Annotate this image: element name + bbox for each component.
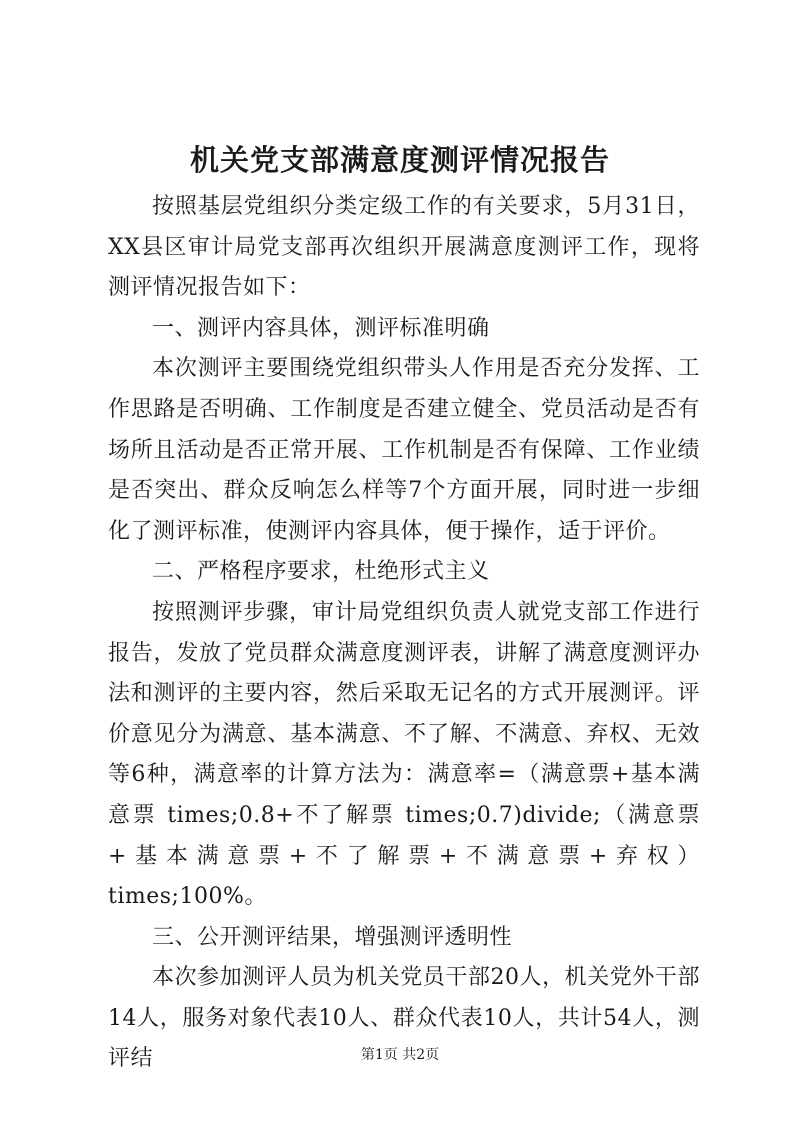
section-heading-2: 二、严格程序要求，杜绝形式主义 [152, 559, 490, 585]
section-heading-1: 一、测评内容具体，测评标准明确 [152, 315, 490, 341]
page-footer: 第1页 共2页 [360, 1047, 440, 1063]
section-heading-3: 三、公开测评结果，增强测评透明性 [152, 924, 513, 950]
section-paragraph-3: 本次参加测评人员为机关党员干部20人，机关党外干部14人，服务对象代表10人、群众代表10人，共计54人，测评结 [108, 965, 700, 1072]
section-paragraph-1: 本次测评主要围绕党组织带头人作用是否充分发挥、工作思路是否明确、工作制度是否建立健全、党员活动是否有场所且活动是否正常开展、工作机制是否有保障、工作业绩是否突出、群众反响怎么样等7个方面开展，同时进一步细化了测评标准，使测评内容具体，便于操作，适于评价。 [108, 356, 700, 544]
intro-paragraph: 按照基层党组织分类定级工作的有关要求，5月31日，XX县区审计局党支部再次组织开展满意度测评工作，现将测评情况报告如下： [108, 194, 700, 301]
document-body [108, 187, 700, 1080]
section-paragraph-2: 按照测评步骤，审计局党组织负责人就党支部工作进行报告，发放了党员群众满意度测评表，讲解了满意度测评办法和测评的主要内容，然后采取无记名的方式开展测评。评价意见分为满意、基本满意、不了解、不满意、弃权、无效等6种，满意率的计算方法为：满意率=（满意票+基本满意票 times;0.8+不了解票 times;0.7)divide;（满意票+基本满意票+不了解票+不满意票+弃权）times;100%。 [108, 599, 700, 910]
document-title: 机关党支部满意度测评情况报告 [189, 143, 610, 177]
